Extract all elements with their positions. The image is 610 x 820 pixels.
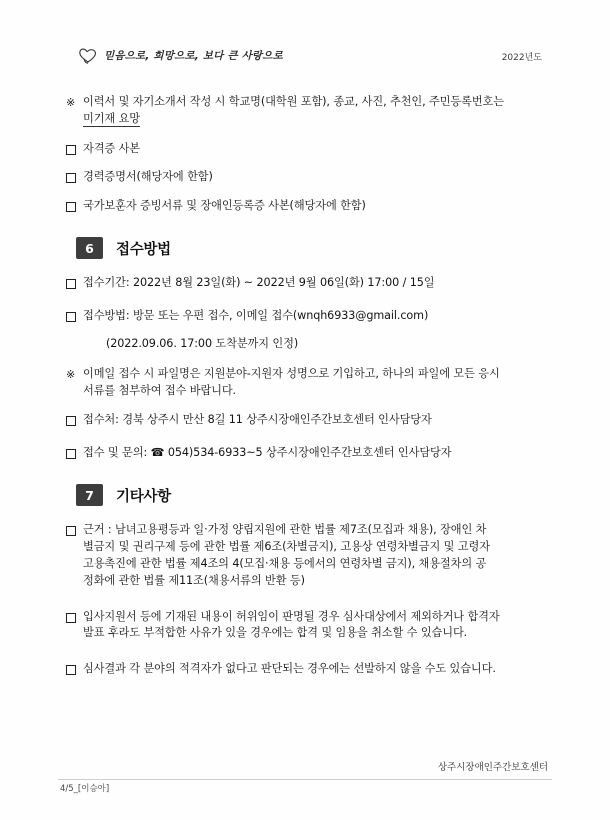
list-item-text-cont: 발표 후라도 부적합한 사유가 있을 경우에는 합격 및 임용을 취소할 수 있습니다. <box>83 626 468 640</box>
list-item-text: 접수기간: 2022년 8월 23일(화) ~ 2022년 9월 06일(화) 17:00 / 15일 <box>83 276 435 290</box>
footer-page-info: 4/5_[이승아] <box>60 784 110 794</box>
checkbox-icon <box>66 445 83 465</box>
section-number: 7 <box>76 484 103 506</box>
document-year: 2022년도 <box>501 53 542 63</box>
list-item-text-cont: 고용촉진에 관한 법률 제4조의 4(모집·채용 등에서의 연령차별 금지), 채용절차의 공 <box>83 557 487 571</box>
checkbox-icon <box>66 198 83 218</box>
list-item <box>66 198 556 218</box>
list-item <box>66 94 556 128</box>
list-item-text: 경력증명서(해당자에 한함) <box>83 170 213 184</box>
list-item-text: 근거 : 남녀고용평등과 일·가정 양립지원에 관한 법률 제7조(모집과 채용), 장애인 차 <box>83 523 487 537</box>
list-item-text: 국가보훈자 증빙서류 및 장애인등록증 사본(해당자에 한함) <box>83 198 366 212</box>
document-header <box>0 46 610 80</box>
footer-divider <box>58 779 552 780</box>
checkbox-icon <box>66 169 83 189</box>
list-item-text: 접수방법: 방문 또는 우편 접수, 이메일 접수(wnqh6933@gmail.com) <box>83 308 429 322</box>
list-item-text: 접수처: 경북 상주시 만산 8길 11 상주시장애인주간보호센터 인사담당자 <box>83 413 432 427</box>
document-body <box>66 94 556 690</box>
list-item <box>66 445 556 465</box>
checkbox-icon <box>66 661 83 681</box>
list-item-text-cont: 정화에 관한 법률 제11조(채용서류의 반환 등) <box>83 573 305 587</box>
list-item-text: 이메일 접수 시 파일명은 지원분야-지원자 성명으로 기입하고, 하나의 파일에 모든 응시 <box>83 366 500 380</box>
checkbox-icon <box>66 308 83 328</box>
section-heading-6 <box>76 237 556 259</box>
list-item-text-cont: 서류를 첨부하여 접수 바랍니다. <box>83 383 237 397</box>
asterisk-marker: ※ <box>66 96 76 109</box>
list-item <box>66 308 556 328</box>
section-number: 6 <box>76 237 103 259</box>
logo-slogan: 믿음으로, 희망으로, 보다 큰 사랑으로 <box>104 49 283 62</box>
heart-hands-icon <box>78 46 98 64</box>
list-item-text: 이력서 및 자기소개서 작성 시 학교명(대학원 포함), 종교, 사진, 추천인, 주민등록번호는 <box>83 95 504 108</box>
deadline-note: (2022.09.06. 17:00 도착분까지 인정) <box>106 337 299 351</box>
list-item <box>66 141 556 161</box>
list-item-text-cont: 별금지 및 권리구제 등에 관한 법률 제6조(차별금지), 고용상 연령차별금지 및 고령자 <box>83 540 490 554</box>
logo <box>78 46 283 64</box>
list-item-text: 입사지원서 등에 기재된 내용이 허위임이 판명될 경우 심사대상에서 제외하거나 합격자 <box>83 609 500 623</box>
list-item <box>66 609 556 643</box>
list-item <box>66 275 556 295</box>
footer-organization: 상주시장애인주간보호센터 <box>437 762 548 773</box>
list-item <box>66 522 556 589</box>
checkbox-icon <box>66 522 83 542</box>
list-item-text: 자격증 사본 <box>83 141 140 155</box>
section-title: 기타사항 <box>116 488 171 505</box>
checkbox-icon <box>66 141 83 161</box>
list-item-note <box>66 336 556 353</box>
list-item <box>66 169 556 189</box>
asterisk-marker: ※ <box>66 367 76 381</box>
checkbox-icon <box>66 275 83 295</box>
list-item <box>66 412 556 432</box>
checkbox-icon <box>66 609 83 629</box>
list-item-text-underline: 미기재 요망 <box>83 111 140 125</box>
checkbox-icon <box>66 412 83 432</box>
section-title: 접수방법 <box>116 241 171 258</box>
list-item-text: 접수 및 문의: ☎ 054)534-6933~5 상주시장애인주간보호센터 인사담당자 <box>83 445 452 459</box>
list-item-text: 심사결과 각 분야의 적격자가 없다고 판단되는 경우에는 선발하지 않을 수도 있습니다. <box>83 662 496 676</box>
list-item <box>66 366 556 400</box>
list-item <box>66 661 556 681</box>
section-heading-7 <box>76 484 556 506</box>
